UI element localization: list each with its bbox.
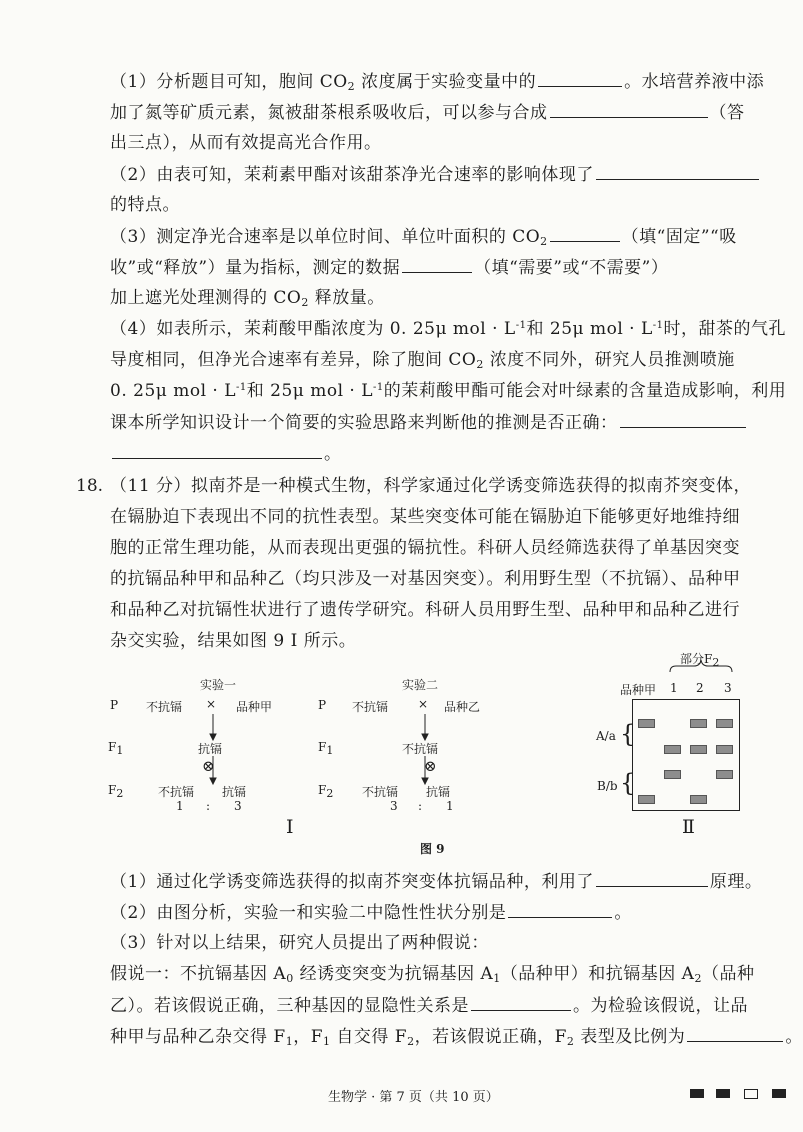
gel-band: [690, 719, 707, 728]
gel-band: [716, 719, 733, 728]
answer-blank[interactable]: [471, 994, 571, 1011]
exp2-f1-label: $F_1$: [318, 740, 334, 757]
exp2-p-label: P: [318, 698, 327, 712]
exp2-arrowhead-2: [422, 778, 428, 784]
q17-part4-line5: 。: [110, 442, 342, 465]
q18-stem-line5: 和品种乙对抗镉性状进行了遗传学研究。科研人员用野生型、品种甲和品种乙进行: [110, 600, 740, 620]
exp1-p-label: P: [110, 698, 119, 712]
exp2-ratio-colon: :: [418, 799, 423, 813]
exp1-ratio-colon: :: [206, 799, 211, 813]
gel-band: [716, 770, 733, 779]
exp2-ratio-right: 1: [446, 799, 454, 813]
panel-label-1: Ⅰ: [286, 816, 294, 838]
exp1-ratio-right: 3: [234, 799, 242, 813]
q18-part2: （2）由图分析，实验一和实验二中隐性性状分别是 。: [110, 903, 632, 923]
q18-stem-line1: （11 分）拟南芥是一种模式生物，科学家通过化学诱变筛选获得的拟南芥突变体，: [110, 476, 752, 496]
page-marker-square: [772, 1089, 786, 1098]
q17-part1-line1: （1）分析题目可知，胞间 $CO_2$ 浓度属于实验变量中的 。水培营养液中添: [110, 72, 765, 93]
q18-stem-line3: 胞的正常生理功能，从而表现出更强的镉抗性。科研人员经筛选获得了单基因突变: [110, 538, 740, 558]
gel-band: [664, 745, 681, 754]
q18-stem-line2: 在镉胁迫下表现出不同的抗性表型。某些突变体可能在镉胁迫下能够更好地维持细: [110, 507, 740, 527]
gel-row-b-brace: {: [620, 769, 636, 797]
gel-lane-3-label: 3: [724, 681, 732, 695]
exp2-f2-label: $F_2$: [318, 783, 334, 800]
exp2-f1: 不抗镉: [402, 742, 439, 756]
q17-part2-line1: （2）由表可知，茉莉素甲酯对该甜茶净光合速率的影响体现了: [110, 163, 761, 186]
q17-part4-line4: 课本所学知识设计一个简要的实验思路来判断他的推测是否正确：: [110, 411, 748, 434]
exp2-self-symbol: ⊗: [424, 757, 437, 775]
q17-part4-line2: 导度相同，但净光合速率有差异，除了胞间 $CO_2$ 浓度不同外，研究人员推测喷施: [110, 350, 735, 371]
gel-lane-1-label: 1: [670, 681, 678, 695]
exp1-ratio-left: 1: [176, 799, 184, 813]
exp1-f2-right: 抗镉: [222, 785, 247, 799]
answer-blank[interactable]: [596, 870, 708, 887]
exp1-title: 实验一: [200, 678, 237, 692]
gel-band: [690, 795, 707, 804]
exp2-p-left: 不抗镉: [352, 700, 389, 714]
exp1-f2-left: 不抗镉: [158, 785, 195, 799]
gel-lane-2-label: 2: [696, 681, 704, 695]
gel-band: [664, 770, 681, 779]
q18-part3: （3）针对以上结果，研究人员提出了两种假说：: [110, 933, 489, 953]
q17-part4-line1: （4）如表所示，茉莉酸甲酯浓度为 0. 25μ mol · $L^{-1}$和 25μ mol · $L^{-1}$时，甜茶的气孔: [110, 319, 787, 339]
answer-blank[interactable]: [687, 1025, 783, 1042]
exp1-p-right: 品种甲: [236, 700, 273, 714]
exp1-arrowhead-2: [210, 778, 216, 784]
q18-hypothesis1-line3: 种甲与品种乙杂交得 $F_1$，$F_1$ 自交得 $F_2$，若该假说正确，$F_2$ 表型及比例为 。: [110, 1027, 803, 1048]
answer-blank[interactable]: [508, 901, 612, 918]
exp2-title: 实验二: [402, 678, 439, 692]
exp2-p-right: 品种乙: [444, 700, 481, 714]
page-footer: 生物学 · 第 7 页（共 10 页）: [328, 1090, 499, 1105]
q18-stem-line6: 杂交实验，结果如图 9 Ⅰ 所示。: [110, 631, 357, 651]
q17-part1-line2: 加了氮等矿质元素，氮被甜茶根系吸收后，可以参与合成 （答: [110, 103, 745, 123]
gel-row-b-label: B/b: [597, 779, 618, 793]
exp1-cross: ×: [206, 697, 217, 711]
q17-part4-line3: 0. 25μ mol · $L^{-1}$和 25μ mol · $L^{-1}$的茉莉酸甲酯可能会对叶绿素的含量造成影响，利用: [110, 381, 787, 401]
exp2-arrowhead-1: [422, 734, 428, 740]
question-number: 18.: [76, 476, 104, 496]
page-marker-square: [690, 1089, 704, 1098]
q17-part3-line3: 加上遮光处理测得的 $CO_2$ 释放量。: [110, 288, 385, 309]
exp1-arrowhead-1: [210, 734, 216, 740]
q18-stem-line4: 的抗镉品种甲和品种乙（均只涉及一对基因突变）。利用野生型（不抗镉）、品种甲: [110, 569, 741, 589]
exp1-p-left: 不抗镉: [146, 700, 183, 714]
exp2-f2-right: 抗镉: [426, 785, 451, 799]
gel-band: [638, 795, 655, 804]
gel-band: [638, 719, 655, 728]
page-marker-square: [716, 1089, 730, 1098]
exp1-self-symbol: ⊗: [202, 757, 215, 775]
q18-part1: （1）通过化学诱变筛选获得的拟南芥突变体抗镉品种，利用了 原理。: [110, 872, 763, 892]
panel-label-2: Ⅱ: [682, 816, 695, 838]
gel-row-a-label: A/a: [596, 729, 616, 743]
gel-part-f2-label: 部分$F_2$: [680, 652, 720, 669]
q17-part3-line2: 收”或“释放”）量为指标，测定的数据 （填“需要”或“不需要”）: [110, 258, 669, 278]
exp2-f2-left: 不抗镉: [362, 785, 399, 799]
gel-lane-main-label: 品种甲: [620, 683, 657, 697]
gel-band: [690, 745, 707, 754]
q17-part3-line1: （3）测定净光合速率是以单位时间、单位叶面积的 $CO_2$ （填“固定”“吸: [110, 227, 737, 248]
exp1-f2-label: $F_2$: [108, 783, 124, 800]
q17-part2-line2: 的特点。: [110, 195, 180, 215]
q17-part1-line3: 出三点），从而有效提高光合作用。: [110, 133, 382, 153]
exp1-f1-label: $F_1$: [108, 740, 124, 757]
exp2-cross: ×: [418, 697, 429, 711]
exp2-ratio-left: 3: [390, 799, 398, 813]
exp1-f1: 抗镉: [198, 742, 223, 756]
figure-caption: 图 9: [420, 842, 445, 856]
gel-band: [716, 745, 733, 754]
gel-row-a-brace: {: [620, 720, 636, 748]
page-marker-square-open: [744, 1089, 758, 1099]
q18-hypothesis1-line2: 乙）。若该假说正确，三种基因的显隐性关系是 。为检验该假说，让品: [110, 996, 748, 1016]
q18-hypothesis1-line1: 假说一：不抗镉基因 $A_0$ 经诱变突变为抗镉基因 $A_1$（品种甲）和抗镉基因 $A_2$（品种: [110, 964, 755, 985]
